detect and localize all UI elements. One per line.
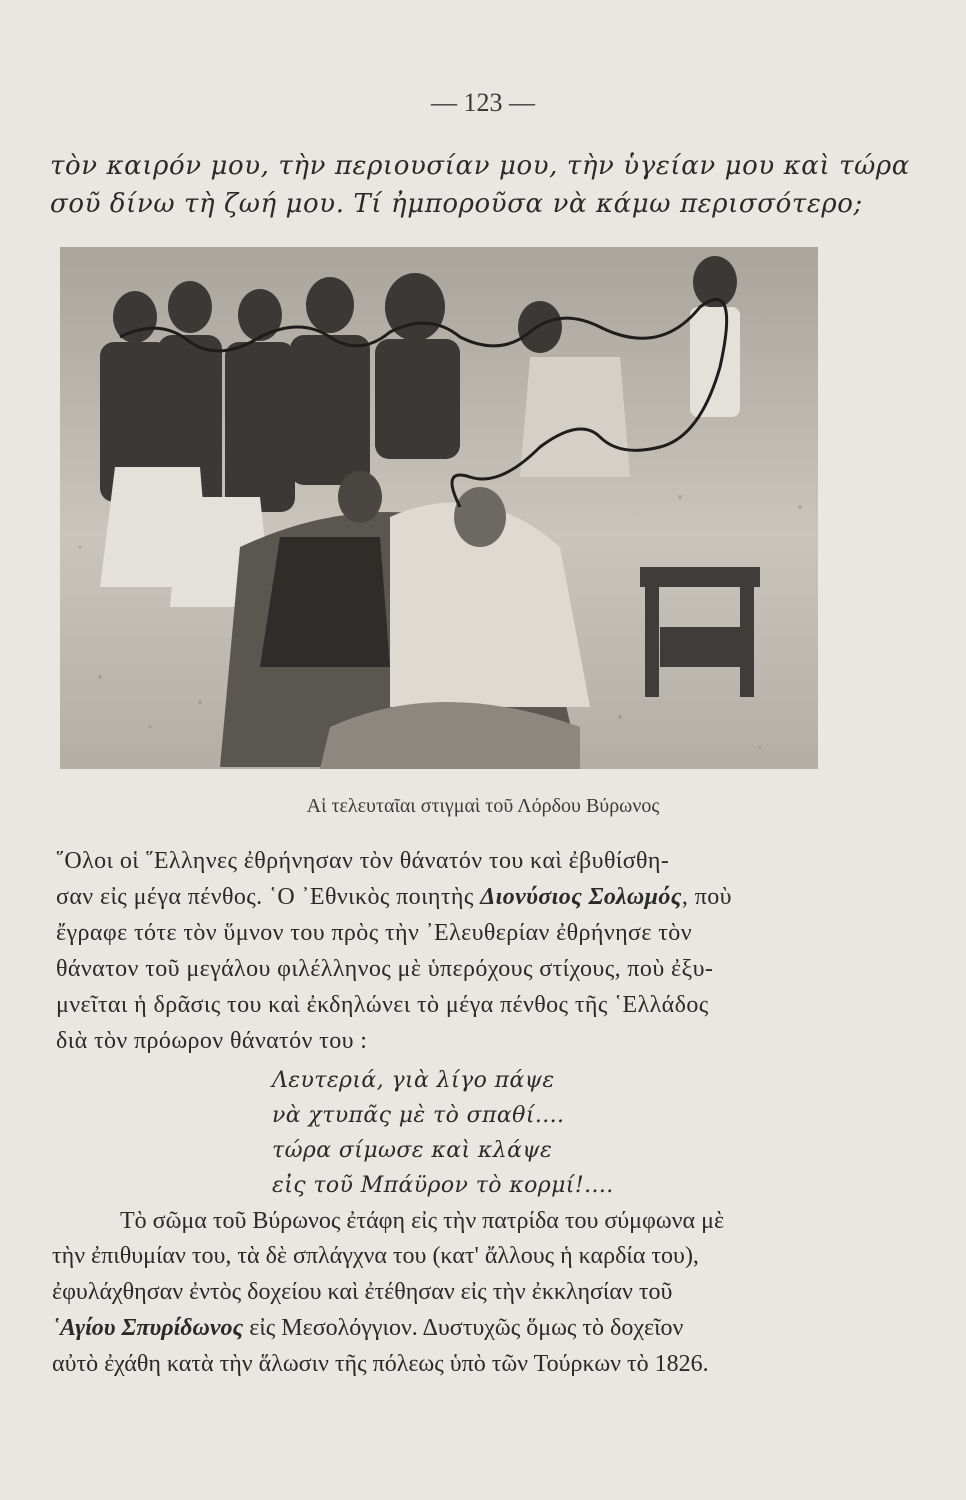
paragraph1-line2-b: , ποὺ [681, 884, 732, 910]
poem-line-1: Λευτεριά, γιὰ λίγο πάψε [272, 1068, 555, 1093]
paragraph2-line5: αὐτὸ ἐχάθη κατὰ τὴν ἅλωσιν τῆς πόλεως ὑπὸ τῶν Τούρκων τὸ 1826. [52, 1351, 709, 1377]
paragraph1-line6: διὰ τὸν πρόωρον θάνατόν του : [56, 1028, 368, 1054]
paragraph2-line4-b: εἰς Μεσολόγγιον. Δυστυχῶς ὅμως τὸ δοχεῖον [243, 1315, 684, 1341]
byron-deathbed-photo [60, 247, 818, 769]
paragraph1-line5: μνεῖται ἡ δρᾶσις του καὶ ἐκδηλώνει τὸ μέγα πένθος τῆς ῾Ελλάδος [56, 992, 709, 1018]
paragraph2-line1: Τὸ σῶμα τοῦ Βύρωνος ἐτάφη εἰς τὴν πατρίδα του σύμφωνα μὲ [120, 1208, 725, 1234]
poem-line-4: εἰς τοῦ Μπάϋρον τὸ κορμί!.... [272, 1173, 614, 1198]
paragraph1-line1: ῞Ολοι οἱ ῞Ελληνες ἐθρήνησαν τὸν θάνατόν του καὶ ἐβυθίσθη- [56, 848, 670, 874]
paragraph2-line2: τὴν ἐπιθυμίαν του, τὰ δὲ σπλάγχνα του (κατ' ἄλλους ἡ καρδία του), [52, 1243, 699, 1269]
intro-line-1: τὸν καιρόν μου, τὴν περιουσίαν μου, τὴν ὑγείαν μου καὶ τώρα [50, 151, 910, 181]
paragraph1-line2-a: σαν εἰς μέγα πένθος. ῾Ο ᾿Εθνικὸς ποιητὴς [56, 884, 481, 910]
intro-line-2: σοῦ δίνω τὴ ζωή μου. Τί ἠμποροῦσα νὰ κάμω περισσότερο; [50, 189, 863, 219]
photo-caption: Αἱ τελευταῖαι στιγμαὶ τοῦ Λόρδου Βύρωνος [306, 795, 660, 817]
poem-line-2: νὰ χτυπᾶς μὲ τὸ σπαθί.... [272, 1103, 565, 1128]
poem-line-3: τώρα σίμωσε καὶ κλάψε [272, 1138, 553, 1163]
poet-name: Διονύσιος Σολωμός [480, 884, 682, 910]
church-name: ῾Αγίου Σπυρίδωνος [52, 1315, 244, 1341]
paragraph2-line4 [52, 1312, 683, 1344]
page-number: — 123 — [431, 88, 535, 117]
paragraph1-line2 [56, 881, 732, 913]
paragraph1-line3: ἔγραφε τότε τὸν ὕμνον του πρὸς τὴν ᾿Ελευθερίαν ἐθρήνησε τὸν [56, 920, 692, 946]
photo-illustration [60, 247, 818, 769]
paragraph1-line4: θάνατον τοῦ μεγάλου φιλέλληνος μὲ ὑπερόχους στίχους, ποὺ ἐξυ- [56, 956, 714, 982]
paragraph2-line3: ἐφυλάχθησαν ἐντὸς δοχείου καὶ ἐτέθησαν εἰς τὴν ἐκκλησίαν τοῦ [52, 1279, 673, 1305]
